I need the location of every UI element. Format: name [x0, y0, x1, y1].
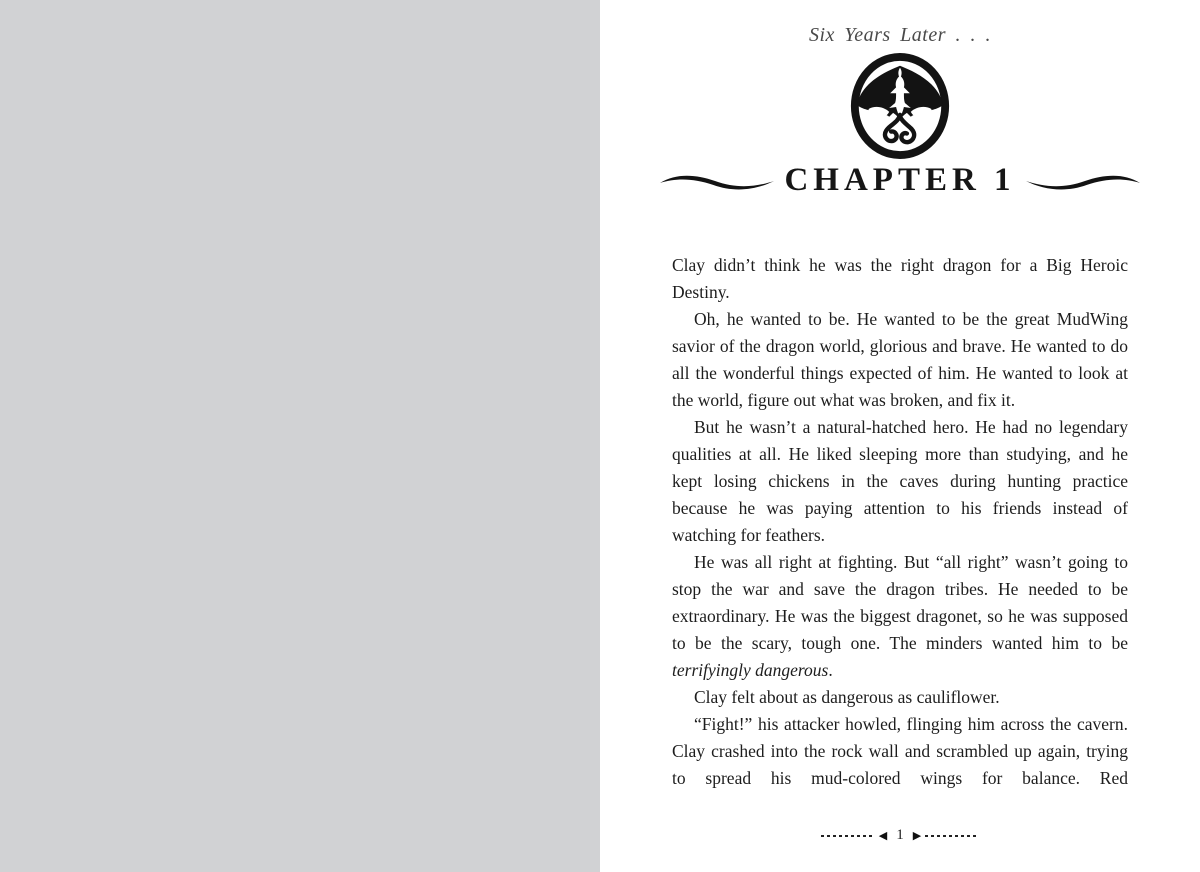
paragraph-text: Oh, he wanted to be. He wanted to be the great MudWing savior of the dragon world, glorious and brave. He wanted to do all the wonderful things expected of him. He wanted to look at the world, figure out what was broken, and fix it.: [672, 309, 1128, 410]
book-page: [600, 0, 1200, 872]
paragraph-text: Clay didn’t think he was the right dragon for a Big Heroic Destiny.: [672, 255, 1128, 302]
paragraph-text: But he wasn’t a natural-hatched hero. He had no legendary qualities at all. He liked sleeping more than studying, and he kept losing chickens in the caves during hunting practice because he was paying attention to his friends instead of watching for feathers.: [672, 417, 1128, 545]
paragraph: [672, 306, 1128, 414]
paragraph-text: “Fight!” his attacker howled, flinging him across the cavern. Clay crashed into the rock wall and scrambled up again, trying to spread his mud-colored wings for balance. Red: [672, 714, 1128, 788]
paragraph-text: .: [828, 660, 833, 680]
running-head: Six Years Later . . .: [808, 24, 991, 46]
paragraph-text: Clay felt about as dangerous as cauliflower.: [694, 687, 1000, 707]
page-footer: [600, 827, 1200, 844]
chapter-title: CHAPTER 1: [784, 162, 1016, 198]
paragraph: [672, 252, 1128, 306]
paragraph: [672, 549, 1128, 684]
chapter-heading: [600, 162, 1200, 199]
page-number: 1: [896, 827, 904, 843]
dash-line-right: [925, 835, 979, 837]
dragon-crest-icon: [848, 52, 952, 160]
paragraph-text-italic: terrifyingly dangerous: [672, 660, 829, 680]
right-arrow-icon: ▶: [912, 829, 922, 842]
paragraph: [672, 684, 1128, 711]
paragraph: [672, 711, 1128, 792]
flourish-left-icon: [658, 170, 776, 192]
flourish-right-icon: [1024, 170, 1142, 192]
chapter-emblem: [600, 52, 1200, 160]
dash-line-left: [821, 835, 875, 837]
left-arrow-icon: ◀: [878, 829, 888, 842]
paragraph-text: He was all right at fighting. But “all right” wasn’t going to stop the war and save the dragon tribes. He needed to be extraordinary. He was the biggest dragonet, so he was supposed to be the scary, tough one. The minders wanted him to be: [672, 552, 1128, 653]
body-text: [672, 252, 1128, 792]
paragraph: [672, 414, 1128, 549]
